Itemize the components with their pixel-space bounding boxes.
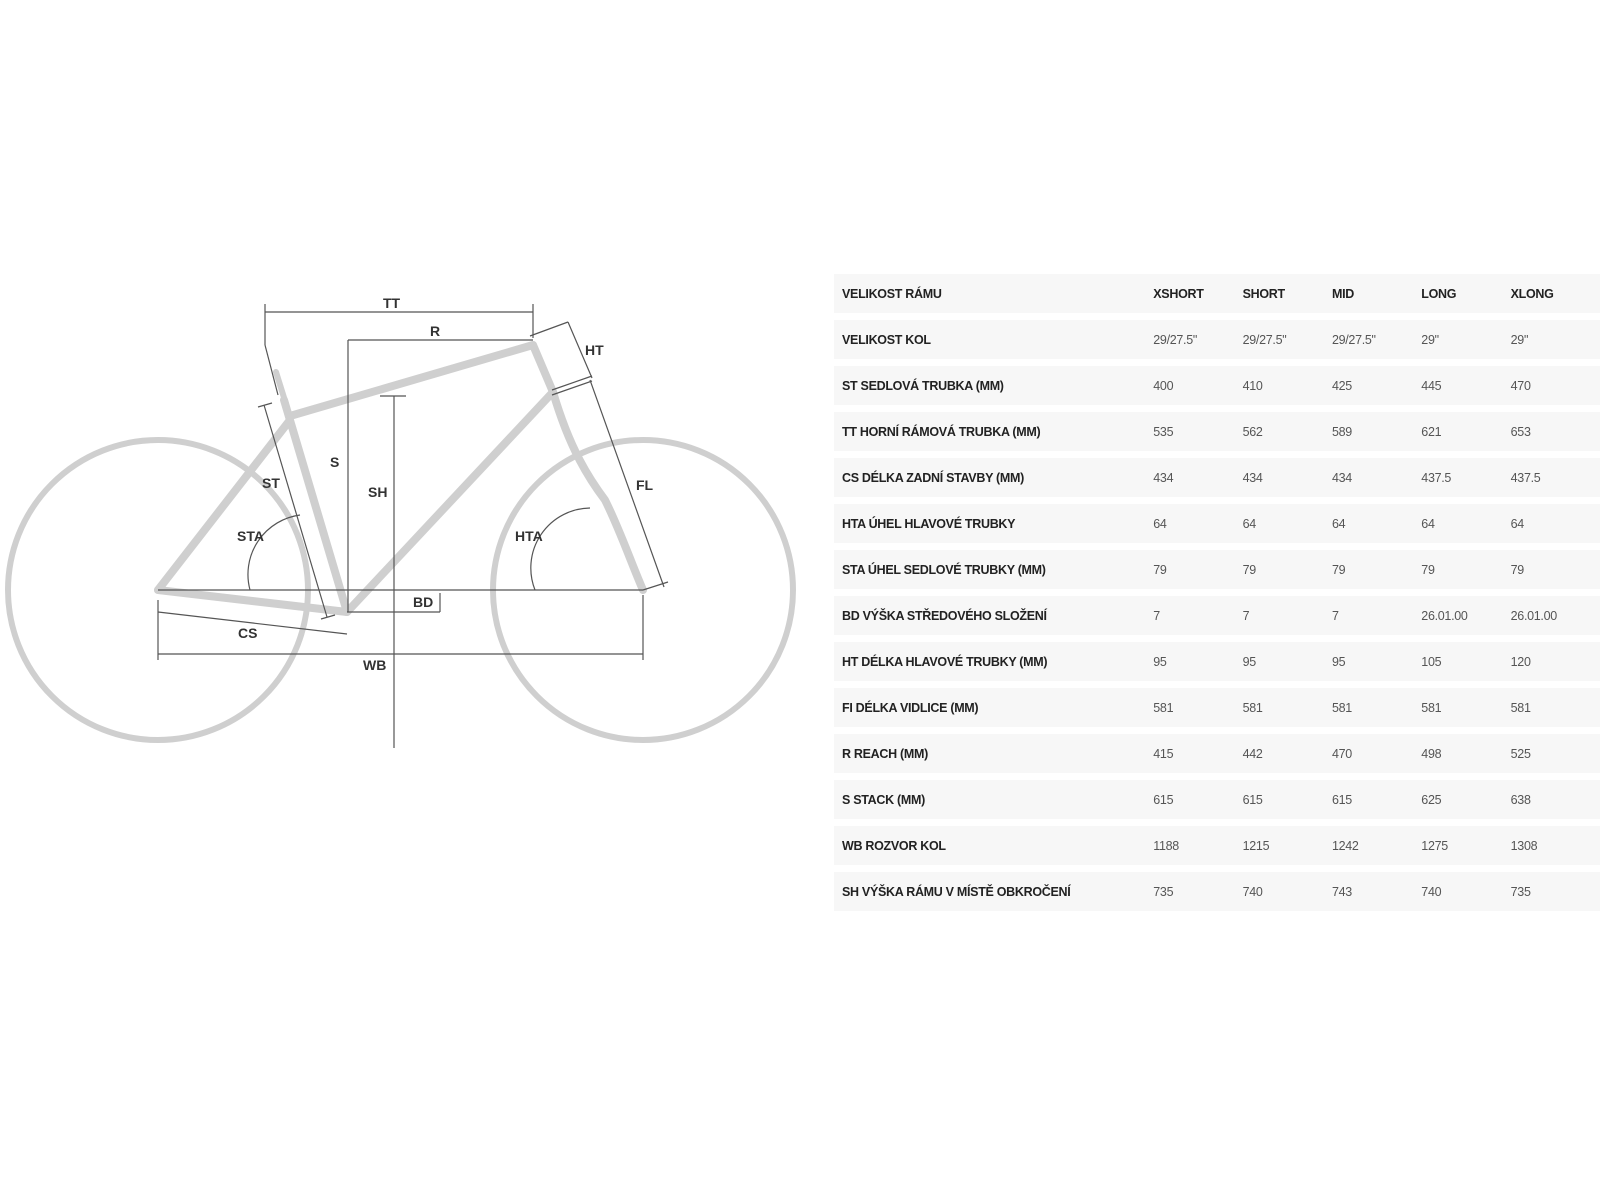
label-st: ST (262, 475, 280, 491)
table-cell: 615 (1242, 792, 1263, 807)
table-cell: 615 (1153, 792, 1174, 807)
table-cell: 740 (1242, 884, 1263, 899)
table-cell: 581 (1331, 700, 1352, 715)
table-cell: 743 (1331, 884, 1352, 899)
table-cell: 470 (1510, 378, 1531, 393)
header-size-long: LONG (1421, 286, 1457, 301)
chain-stay (158, 590, 347, 612)
row-label: VELIKOST KOL (842, 332, 931, 347)
table-cell: 589 (1331, 424, 1352, 439)
table-cell: 29/27.5" (1331, 332, 1376, 347)
table-cell: 581 (1242, 700, 1263, 715)
row-label: FI DÉLKA VIDLICE (MM) (842, 700, 979, 715)
table-row (834, 642, 1600, 681)
table-cell: 581 (1421, 700, 1442, 715)
table-cell: 562 (1242, 424, 1263, 439)
seat-stay (158, 420, 290, 590)
table-row (834, 412, 1600, 451)
table-cell: 638 (1510, 792, 1531, 807)
table-cell: 26.01.00 (1510, 608, 1557, 623)
table-cell: 64 (1421, 516, 1435, 531)
label-bd: BD (413, 594, 434, 610)
label-wb: WB (363, 657, 387, 673)
table-cell: 95 (1331, 654, 1346, 669)
head-tube (533, 345, 553, 392)
table-cell: 625 (1421, 792, 1442, 807)
table-cell: 95 (1242, 654, 1256, 669)
header-label: VELIKOST RÁMU (842, 286, 942, 301)
table-cell: 7 (1331, 608, 1339, 623)
table-row (834, 458, 1600, 497)
table-cell: 615 (1331, 792, 1352, 807)
label-s: S (330, 454, 340, 470)
table-row (834, 366, 1600, 405)
table-cell: 105 (1421, 654, 1442, 669)
row-label: S STACK (MM) (842, 792, 925, 807)
table-cell: 29" (1510, 332, 1529, 347)
row-label: CS DÉLKA ZADNÍ STAVBY (MM) (842, 470, 1025, 485)
label-sh: SH (368, 484, 388, 500)
table-cell: 29/27.5" (1242, 332, 1287, 347)
header-size-xshort: XSHORT (1153, 286, 1204, 301)
row-label: TT HORNÍ RÁMOVÁ TRUBKA (MM) (842, 424, 1041, 439)
table-cell: 437.5 (1421, 470, 1452, 485)
table-header-row (834, 274, 1600, 313)
table-cell: 434 (1153, 470, 1174, 485)
table-body (834, 320, 1600, 911)
table-cell: 64 (1331, 516, 1346, 531)
table-cell: 400 (1153, 378, 1174, 393)
row-label: WB ROZVOR KOL (842, 838, 946, 853)
table-cell: 434 (1242, 470, 1263, 485)
row-label: HTA ÚHEL HLAVOVÉ TRUBKY (842, 516, 1016, 531)
table-row (834, 596, 1600, 635)
table-cell: 437.5 (1510, 470, 1541, 485)
label-hta: HTA (515, 528, 543, 544)
row-label: R REACH (MM) (842, 746, 928, 761)
table-row (834, 504, 1600, 543)
table-cell: 425 (1331, 378, 1352, 393)
table-row (834, 320, 1600, 359)
label-tt: TT (383, 295, 401, 311)
row-label: STA ÚHEL SEDLOVÉ TRUBKY (MM) (842, 562, 1046, 577)
header-size-short: SHORT (1242, 286, 1285, 301)
table-row (834, 688, 1600, 727)
header-size-xlong: XLONG (1510, 286, 1554, 301)
table-cell: 442 (1242, 746, 1263, 761)
label-cs: CS (238, 625, 258, 641)
geometry-table (834, 274, 1600, 918)
header-size-mid: MID (1331, 286, 1354, 301)
row-label: BD VÝŠKA STŘEDOVÉHO SLOŽENÍ (842, 608, 1047, 623)
label-ht: HT (585, 342, 604, 358)
table-cell: 445 (1421, 378, 1442, 393)
table-cell: 581 (1153, 700, 1174, 715)
table-cell: 740 (1421, 884, 1442, 899)
top-tube (290, 345, 533, 416)
table-cell: 29" (1421, 332, 1439, 347)
table-cell: 64 (1510, 516, 1524, 531)
table-row (834, 550, 1600, 589)
table-cell: 1242 (1331, 838, 1359, 853)
table-cell: 1188 (1153, 838, 1179, 853)
table-cell: 64 (1242, 516, 1256, 531)
table-cell: 1308 (1510, 838, 1538, 853)
label-sta: STA (237, 528, 264, 544)
table-cell: 581 (1510, 700, 1531, 715)
table-cell: 79 (1242, 562, 1256, 577)
row-label: HT DÉLKA HLAVOVÉ TRUBKY (MM) (842, 654, 1048, 669)
table-cell: 434 (1331, 470, 1352, 485)
table-row (834, 826, 1600, 865)
table-cell: 79 (1153, 562, 1167, 577)
table-cell: 535 (1153, 424, 1174, 439)
table-cell: 653 (1510, 424, 1531, 439)
table-row (834, 872, 1600, 911)
table-cell: 7 (1242, 608, 1250, 623)
table-cell: 79 (1510, 562, 1524, 577)
table-cell: 120 (1510, 654, 1531, 669)
label-r: R (430, 323, 441, 339)
table-cell: 64 (1153, 516, 1167, 531)
table-cell: 95 (1153, 654, 1167, 669)
table-cell: 415 (1153, 746, 1174, 761)
row-label: SH VÝŠKA RÁMU V MÍSTĚ OBKROČENÍ (842, 884, 1071, 899)
row-label: ST SEDLOVÁ TRUBKA (MM) (842, 378, 1004, 393)
table-row (834, 780, 1600, 819)
table-cell: 1215 (1242, 838, 1270, 853)
table-cell: 621 (1421, 424, 1442, 439)
bike-geometry-diagram (0, 0, 810, 800)
table-cell: 525 (1510, 746, 1531, 761)
table-cell: 410 (1242, 378, 1263, 393)
table-cell: 26.01.00 (1421, 608, 1468, 623)
table-cell: 79 (1421, 562, 1435, 577)
table-cell: 735 (1510, 884, 1531, 899)
table-cell: 79 (1331, 562, 1346, 577)
table-row (834, 734, 1600, 773)
table-cell: 470 (1331, 746, 1352, 761)
table-cell: 1275 (1421, 838, 1448, 853)
table-cell: 498 (1421, 746, 1442, 761)
table-cell: 29/27.5" (1153, 332, 1198, 347)
table-cell: 735 (1153, 884, 1174, 899)
label-fl: FL (636, 477, 654, 493)
table-cell: 7 (1153, 608, 1160, 623)
